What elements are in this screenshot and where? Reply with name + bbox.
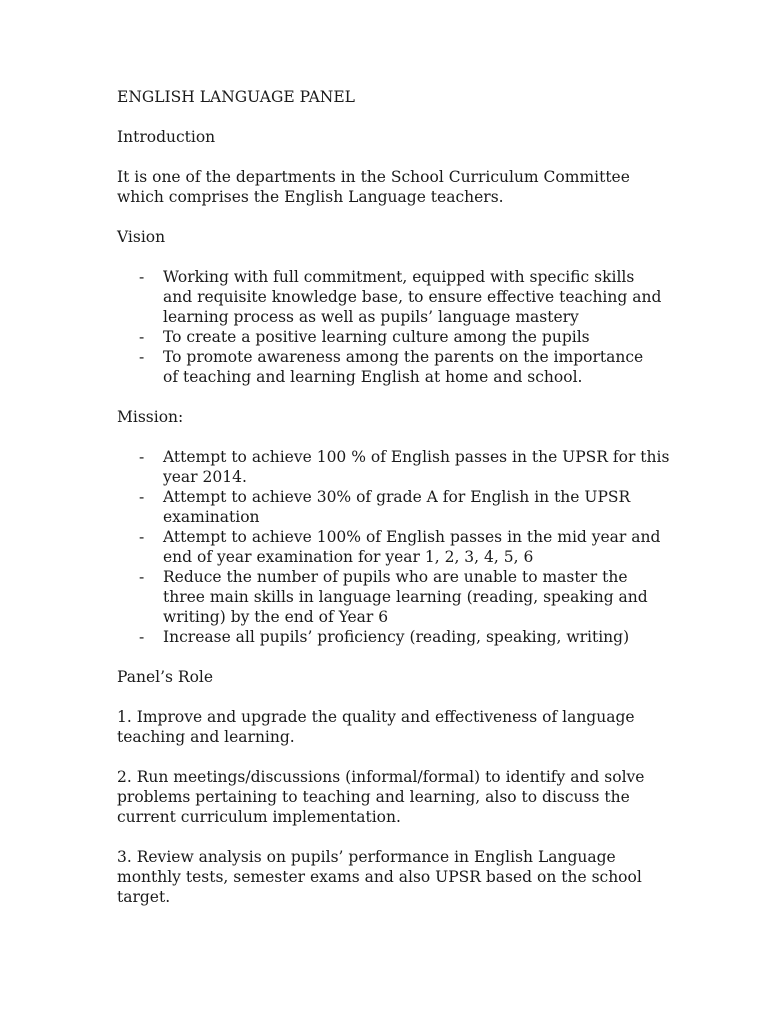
mission-item-line: three main skills in language learning (reading, speaking and: [163, 588, 648, 606]
role-item-line: 1. Improve and upgrade the quality and effectiveness of language: [117, 708, 635, 726]
mission-list: [117, 447, 677, 647]
introduction-paragraph: [117, 167, 677, 207]
mission-item: [117, 527, 677, 567]
vision-item-line: of teaching and learning English at home and school.: [163, 368, 583, 386]
mission-item-line: Reduce the number of pupils who are unable to master the: [163, 568, 628, 586]
role-item-line: 2. Run meetings/discussions (informal/formal) to identify and solve: [117, 768, 645, 786]
mission-item: [117, 487, 677, 527]
vision-item-line: To promote awareness among the parents on the importance: [163, 348, 644, 366]
document-title: ENGLISH LANGUAGE PANEL: [117, 88, 355, 106]
role-item: [117, 707, 677, 747]
mission-item-line: Attempt to achieve 100% of English passes in the mid year and: [163, 528, 661, 546]
mission-item: [117, 627, 677, 647]
mission-item: [117, 447, 677, 487]
vision-heading: Vision: [117, 228, 166, 246]
mission-item-line: Increase all pupils’ proficiency (reading, speaking, writing): [163, 628, 630, 646]
list-dash: -: [139, 628, 145, 646]
mission-item-line: Attempt to achieve 100 % of English passes in the UPSR for this: [163, 448, 670, 466]
mission-item-line: end of year examination for year 1, 2, 3, 4, 5, 6: [163, 548, 534, 566]
mission-item-line: examination: [163, 508, 260, 526]
introduction-line: It is one of the departments in the School Curriculum Committee: [117, 168, 630, 186]
vision-list: [117, 267, 677, 387]
list-dash: -: [139, 528, 145, 546]
list-dash: -: [139, 268, 145, 286]
vision-item-line: Working with full commitment, equipped with specific skills: [163, 268, 635, 286]
list-dash: -: [139, 488, 145, 506]
introduction-line: which comprises the English Language teachers.: [117, 188, 504, 206]
mission-item-line: year 2014.: [163, 468, 247, 486]
list-dash: -: [139, 348, 145, 366]
role-item: [117, 767, 677, 827]
vision-item-line: To create a positive learning culture among the pupils: [163, 328, 590, 346]
vision-item-line: and requisite knowledge base, to ensure effective teaching and: [163, 288, 662, 306]
role-item: [117, 847, 677, 907]
mission-item-line: writing) by the end of Year 6: [163, 608, 389, 626]
role-item-line: teaching and learning.: [117, 728, 295, 746]
vision-item: [117, 347, 677, 387]
mission-item: [117, 567, 677, 627]
role-item-line: monthly tests, semester exams and also UPSR based on the school: [117, 868, 642, 886]
mission-item-line: Attempt to achieve 30% of grade A for English in the UPSR: [163, 488, 631, 506]
document-content: [117, 87, 677, 927]
list-dash: -: [139, 328, 145, 346]
list-dash: -: [139, 568, 145, 586]
panel-role-heading: Panel’s Role: [117, 668, 214, 686]
role-item-line: current curriculum implementation.: [117, 808, 401, 826]
vision-item: [117, 327, 677, 347]
mission-heading: Mission:: [117, 408, 184, 426]
role-item-line: problems pertaining to teaching and learning, also to discuss the: [117, 788, 630, 806]
introduction-heading: Introduction: [117, 128, 216, 146]
role-item-line: target.: [117, 888, 171, 906]
vision-item-line: learning process as well as pupils’ language mastery: [163, 308, 579, 326]
vision-item: [117, 267, 677, 327]
role-item-line: 3. Review analysis on pupils’ performance in English Language: [117, 848, 616, 866]
list-dash: -: [139, 448, 145, 466]
